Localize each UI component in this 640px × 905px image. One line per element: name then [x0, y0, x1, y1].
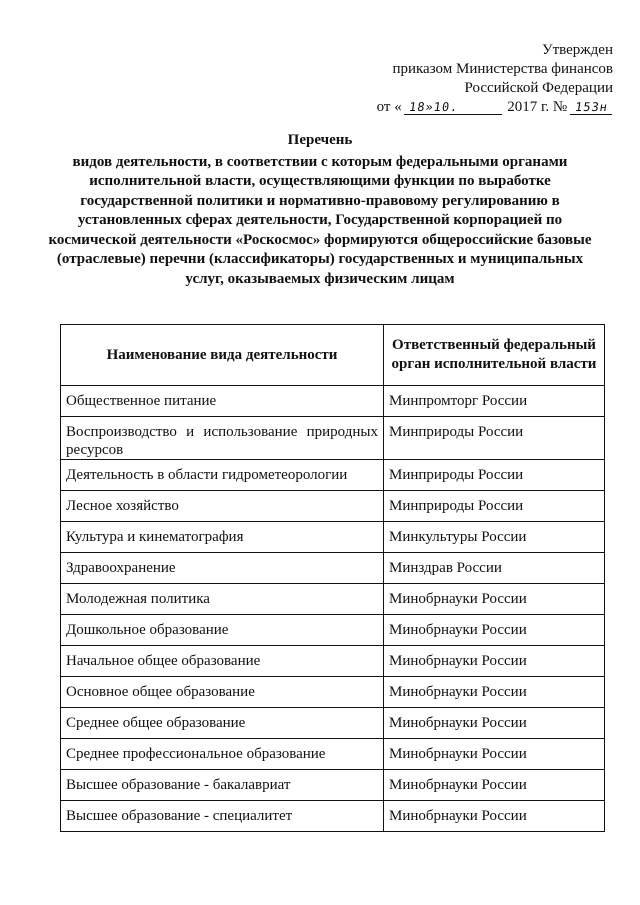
authority-cell: Минобрнауки России	[384, 708, 605, 739]
activity-cell: Среднее общее образование	[61, 708, 384, 739]
activity-cell: Дошкольное образование	[61, 615, 384, 646]
authority-cell: Минобрнауки России	[384, 801, 605, 832]
table-row	[61, 770, 605, 801]
authority-cell: Минприроды России	[384, 460, 605, 491]
authority-cell: Минобрнауки России	[384, 584, 605, 615]
activity-cell: Общественное питание	[61, 386, 384, 417]
approval-block	[313, 41, 613, 117]
table-row	[61, 801, 605, 832]
table-row	[61, 460, 605, 491]
table-row	[61, 417, 605, 460]
header-activity: Наименование вида деятельности	[61, 325, 384, 386]
authority-cell: Минприроды России	[384, 417, 605, 460]
activity-cell: Высшее образование - бакалавриат	[61, 770, 384, 801]
authority-cell: Минпромторг России	[384, 386, 605, 417]
approval-order: приказом Министерства финансов	[392, 61, 613, 77]
authority-cell: Минприроды России	[384, 491, 605, 522]
table-row	[61, 386, 605, 417]
table-row	[61, 584, 605, 615]
activity-cell: Основное общее образование	[61, 677, 384, 708]
authority-cell: Минобрнауки России	[384, 677, 605, 708]
approval-date-handwritten: 18»10.	[404, 100, 504, 115]
activity-cell: Воспроизводство и использование природных ресурсов	[61, 417, 384, 460]
table-row	[61, 708, 605, 739]
activity-cell: Молодежная политика	[61, 584, 384, 615]
authority-cell: Минздрав России	[384, 553, 605, 584]
document-title	[40, 131, 600, 289]
activity-cell: Культура и кинематография	[61, 522, 384, 553]
table-row	[61, 553, 605, 584]
activity-cell: Здравоохранение	[61, 553, 384, 584]
approval-year: 2017 г. №	[507, 99, 568, 115]
approval-ministry: Российской Федерации	[464, 80, 613, 96]
authority-cell: Минкультуры России	[384, 522, 605, 553]
table-row	[61, 739, 605, 770]
approval-date-prefix: от «	[376, 99, 402, 115]
table-row	[61, 522, 605, 553]
authority-cell: Минобрнауки России	[384, 615, 605, 646]
table-row	[61, 615, 605, 646]
table-row	[61, 491, 605, 522]
authority-cell: Минобрнауки России	[384, 646, 605, 677]
table-row	[61, 677, 605, 708]
header-authority: Ответственный федеральный орган исполнительной власти	[384, 325, 605, 386]
activity-cell: Лесное хозяйство	[61, 491, 384, 522]
activity-cell: Деятельность в области гидрометеорологии	[61, 460, 384, 491]
table-row	[61, 646, 605, 677]
activity-cell: Начальное общее образование	[61, 646, 384, 677]
title-heading: Перечень	[287, 132, 353, 148]
approval-date-line	[313, 98, 613, 117]
activity-cell: Высшее образование - специалитет	[61, 801, 384, 832]
approval-number-handwritten: 153н	[570, 100, 614, 115]
authority-cell: Минобрнауки России	[384, 739, 605, 770]
title-body: видов деятельности, в соответствии с которым федеральными органами исполнительной власти, осуществляющими функции по выработке государственной политики и нормативно-правовому регулированию в установленных сферах деятельности, Государственной корпорацией по космической деятельности «Роскосмос» формируются общероссийские базовые (отраслевые) перечни (классификаторы) государственных и муниципальных услуг, оказываемых физическим лицам	[48, 153, 592, 287]
activities-table	[60, 324, 605, 832]
activity-cell: Среднее профессиональное образование	[61, 739, 384, 770]
table-header-row	[61, 325, 605, 386]
authority-cell: Минобрнауки России	[384, 770, 605, 801]
approval-approved: Утвержден	[541, 42, 613, 58]
